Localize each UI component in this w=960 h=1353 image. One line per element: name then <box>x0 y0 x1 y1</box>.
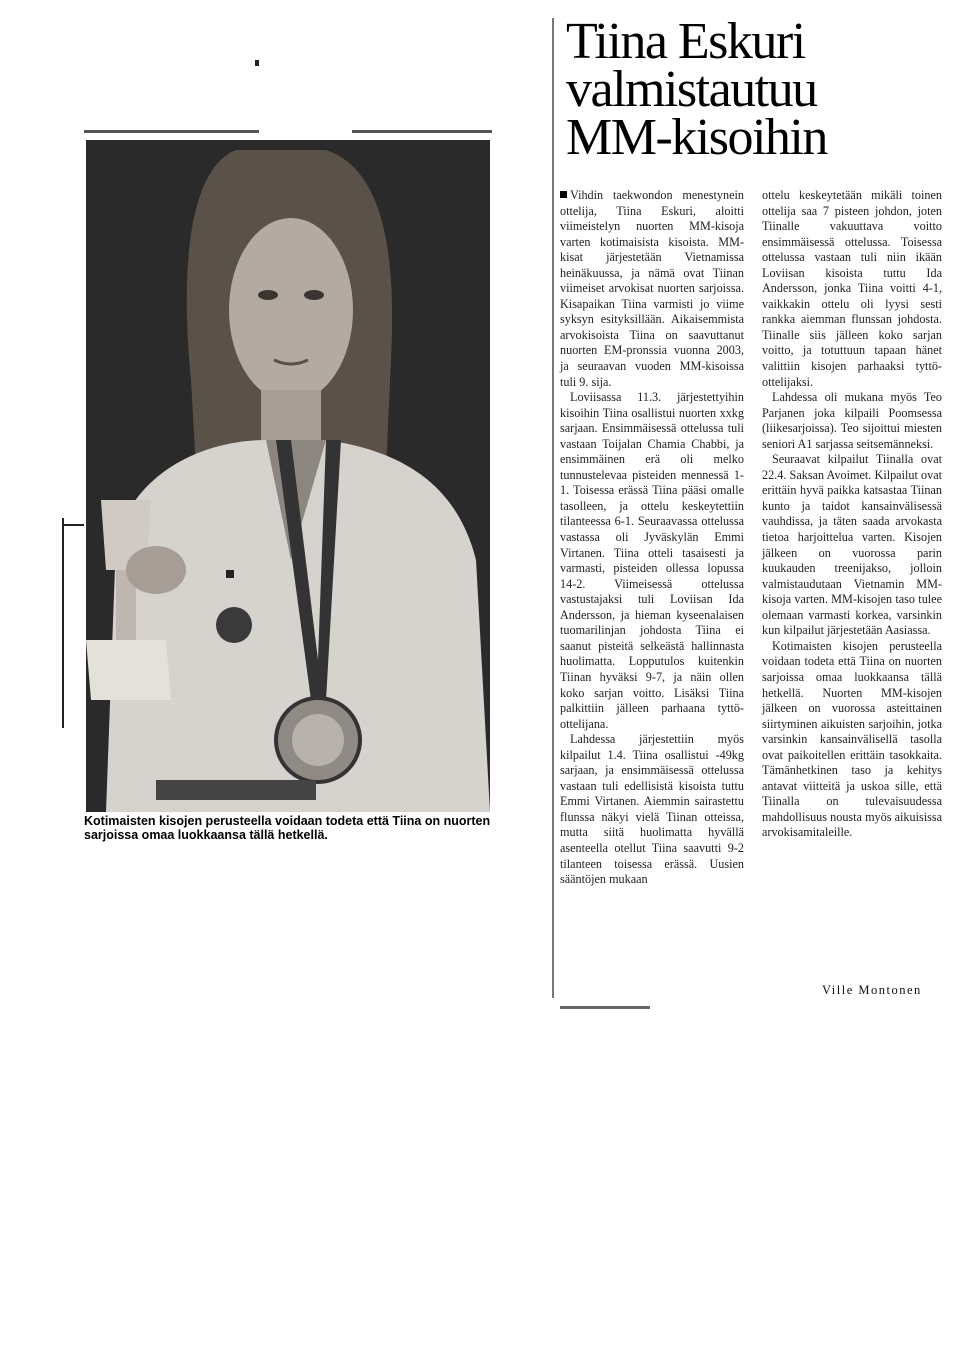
article-headline <box>566 13 946 166</box>
column-1-paragraph-2: Loviisassa 11.3. järjestettyihin kisoihin Tiina osallistui nuorten xxkg sarjaan. Ensimmäisessä ottelussa tuli vastaan Toijalan Chamia Chabbi, ja ensimmäinen erä oli melko tunnustelevaa pisteiden mennessä 1-1. Toisessa erässä Tiina pääsi omalle tasolleen, ja ottelu keskeytettiin tilanteessa 6-1. Seuraavassa ottelussa vastassa oli Jyväskylän Emmi Virtanen. Tiina otteli tasaisesti ja varmasti, pisteiden ollessa lopussa 14-2. Viimeisessä ottelussa vastustajaksi tuli Loviisan Ida Andersson, ja hieman kyseenalaisen tuomarilinjan johdosta Tiina ei saanut pisteitä selkeästä hallinnasta huolimatta. Lopputulos kuitenkin Tiinan hyväksi 9-7, ja näin ollen koko sarjan voitto. Lisäksi Tiina palkittiin jälleen parhaana tyttö-ottelijana. <box>560 390 744 731</box>
article-column-1 <box>560 188 744 888</box>
scan-artifact-left-bar <box>62 518 64 728</box>
athlete-photo <box>86 140 490 812</box>
article-column-2 <box>762 188 942 841</box>
headline-line-1: Tiina Eskuri <box>566 13 805 70</box>
scan-artifact-top-left <box>84 130 259 133</box>
photo-caption: Kotimaisten kisojen perusteella voidaan todeta että Tiina on nuorten sarjoissa omaa luokkaansa tällä hetkellä. <box>84 814 491 842</box>
headline-line-3: MM-kisoihin <box>566 109 827 166</box>
scan-artifact-top-right <box>352 130 492 133</box>
article-byline: Ville Montonen <box>822 983 922 997</box>
headline-line-2: valmistautuu <box>566 61 817 118</box>
scan-artifact-left-tick <box>62 524 84 526</box>
column-1-paragraph-3: Lahdessa järjestettiin myös kilpailut 1.4. Tiina osallistui -49kg sarjaan, ja ensimmäisessä ottelussa vastaan tuli edellisistä kisoista tuttu Emmi Virtanen. Aiemmin sairastettu flunssa näkyi vielä Tiinan otteissa, mutta siitä huolimatta hyvällä asenteella otellut Tiina saavutti 9-2 tilanteen toisessa erässä. Uusien sääntöjen mukaan <box>560 732 744 887</box>
bullet-marker <box>560 191 567 198</box>
column-2-paragraph-4: Kotimaisten kisojen perusteella voidaan todeta että Tiina on nuorten sarjoissa omaa luokkaansa tällä hetkellä. Nuorten MM-kisojen jälkeen on vuorossa asteittainen siirtyminen aikuisten sarjoihin, jotka varsinkin kansainvälisellä tasolla ovat paikoitellen erittäin tasokkaita. Tämänhetkinen taso ja kehitys antavat viitteitä ja uskoa sille, että Tiinalla on tulevaisuudessa mahdollisuus nousta myös aikuisissa arvokisamitaleille. <box>762 638 942 840</box>
column-2-paragraph-2: Lahdessa oli mukana myös Teo Parjanen joka kilpaili Poomsessa (liikesarjoissa). Teo sijoittui miesten seniori A1 sarjassa seitsemänneksi. <box>762 390 942 451</box>
column-1-paragraph <box>560 188 744 390</box>
column-1-paragraph-1: Vihdin taekwondon menestynein ottelija, Tiina Eskuri, aloitti viimeistelyn nuorten MM-kisoja varten kotimaisista kisoista. MM-kisat järjestetään Vietnamissa heinäkuussa, ja nämä ovat Tiinan viimeiset arvokisat nuorten sarjoissa. Kisapaikan Tiina varmisti jo viime syksyn esityksillään. Aikaisemmista arvokisoista Tiina on saavuttanut nuorten EM-pronssia vuonna 2003, ja seuraavan vuoden MM-kisoissa tuli 9. sija. <box>560 188 744 389</box>
scan-artifact-speck <box>255 60 259 66</box>
column-2-paragraph-3: Seuraavat kilpailut Tiinalla ovat 22.4. Saksan Avoimet. Kilpailut ovat erittäin hyvä paikka katsastaa Tiinan kunto ja taidot kansainvälisessä vauhdissa, ja täten saada arvokasta tietoa harjoittelua varten. Kisojen jälkeen on vuorossa parin kuukauden treenijakso, jolloin valmistaudutaan Vietnamin MM-kisoja varten. MM-kisojen taso tulee olemaan varmasti korkea, varsinkin kun kilpailut järjestetään Aasiassa. <box>762 452 942 638</box>
athlete-portrait-graphic <box>86 140 490 812</box>
headline-rule <box>552 18 554 998</box>
scan-artifact-bottom <box>560 1006 650 1009</box>
column-2-paragraph-1: ottelu keskeytetään mikäli toinen ottelija saa 7 pisteen johdon, joten Tiinalle vakuuttava voitto ensimmäisessä ottelussa. Toisessa ottelussa vastaan tuli niin ikään Loviisan kisoista tuttu Ida Andersson, jonka Tiina voitti 4-1, vaikkakin ottelu oli lyysi sesti rankka aiemman flunssan johdosta. Tiinalle siis jälleen koko sarjan voitto, ja totuttuun tapaan hänet valittiin kisojen parhaaksi tyttö-ottelijaksi. <box>762 188 942 389</box>
